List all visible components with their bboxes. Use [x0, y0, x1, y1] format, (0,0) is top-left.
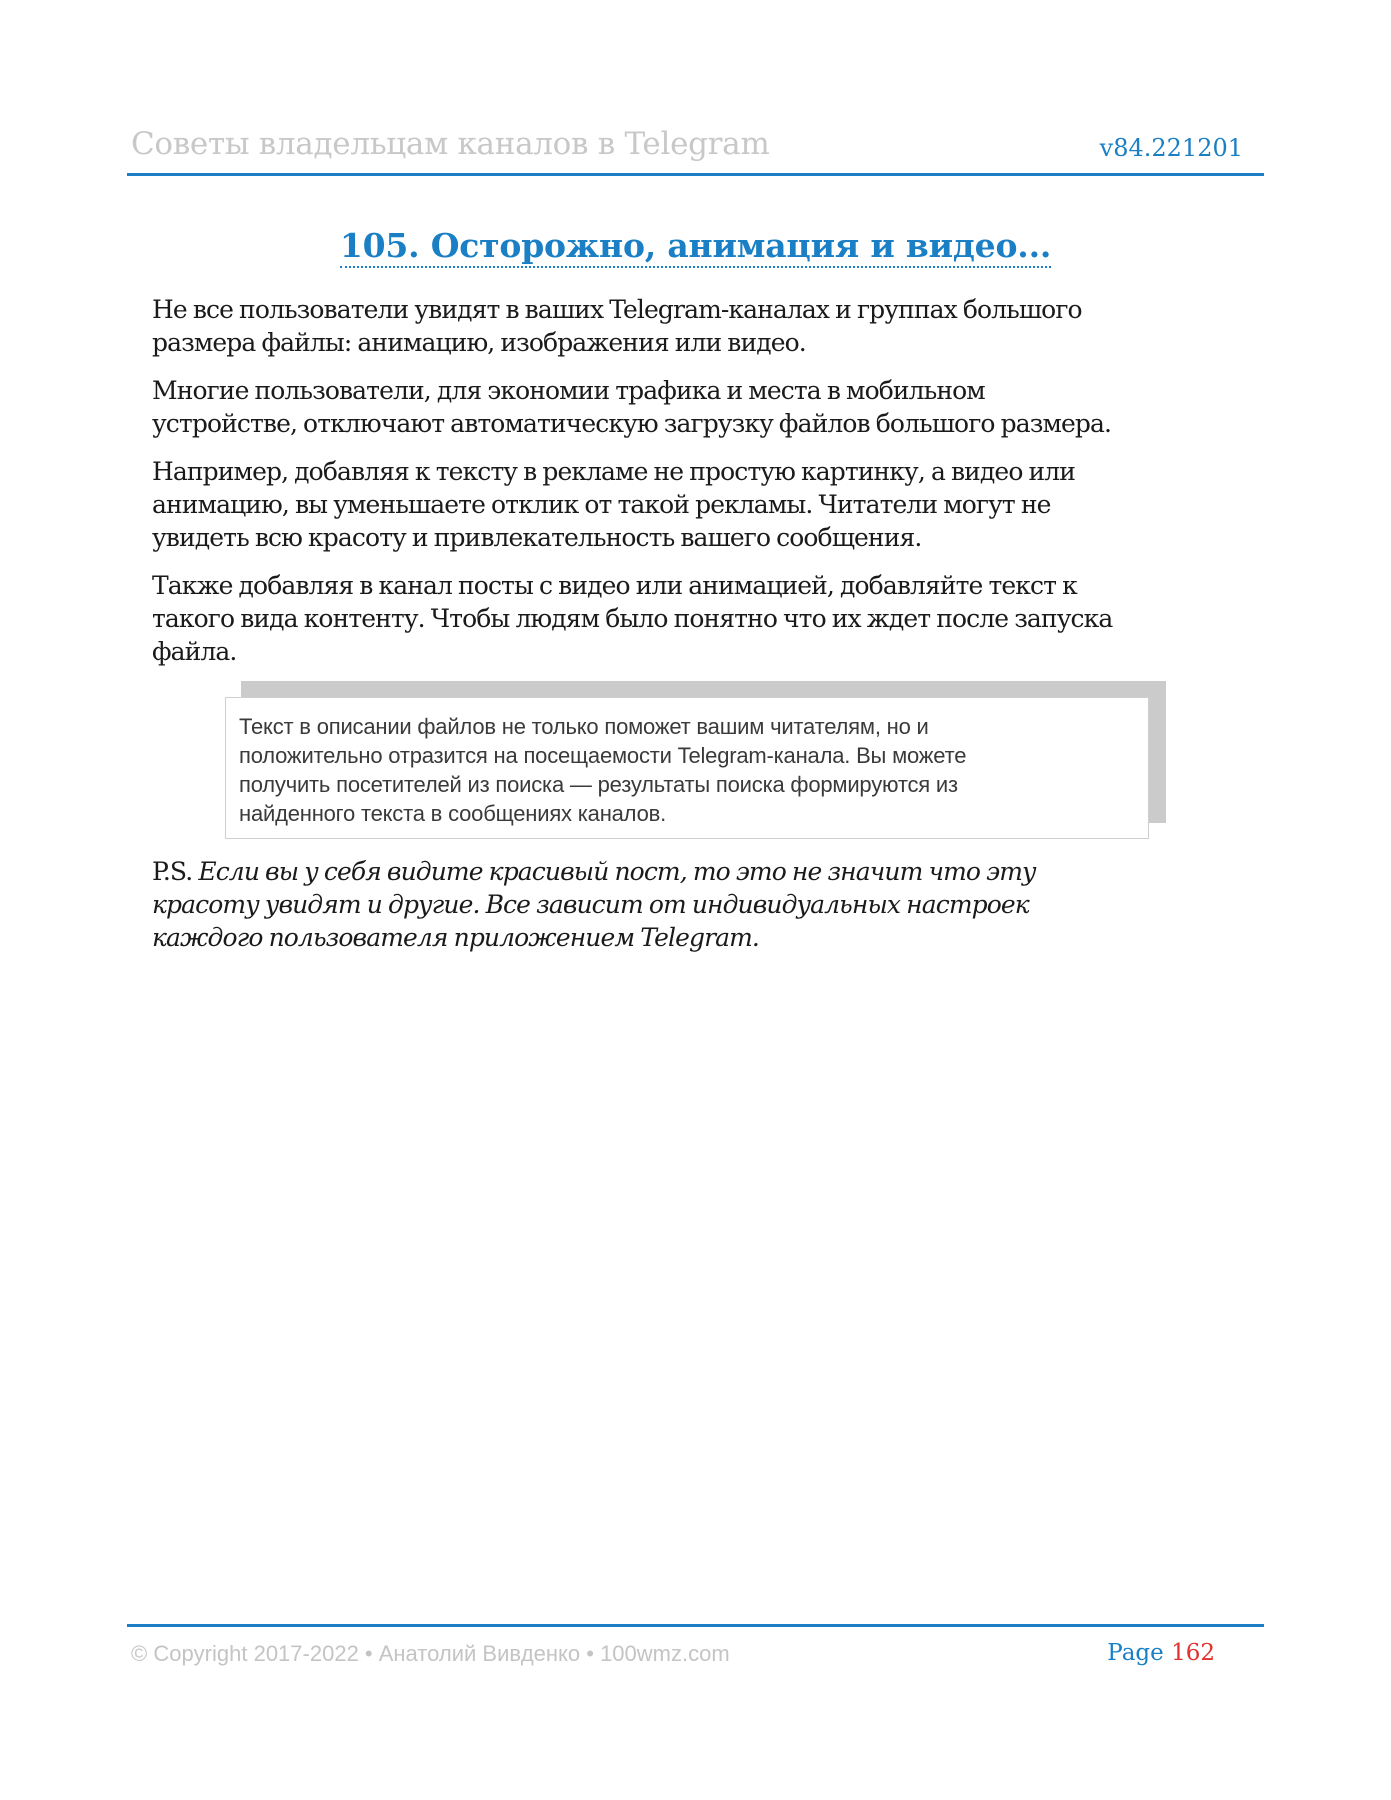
- paragraph-line: такого вида контенту. Чтобы людям было понятно что их ждет после запуска: [152, 604, 1113, 633]
- paragraph-line: анимацию, вы уменьшаете отклик от такой рекламы. Читатели могут не: [152, 490, 1051, 519]
- header-divider: [127, 173, 1264, 176]
- postscript-label: P.S.: [152, 857, 193, 886]
- page-number: [1107, 1640, 1215, 1666]
- paragraph-2: [152, 374, 1242, 440]
- callout-line: положительно отразится на посещаемости Telegram-канала. Вы можете: [239, 743, 967, 768]
- page-label: Page: [1107, 1640, 1164, 1666]
- postscript: [152, 855, 1242, 954]
- page-number-value: 162: [1171, 1640, 1215, 1666]
- paragraph-line: Не все пользователи увидят в ваших Telegram-каналах и группах большого: [152, 295, 1082, 324]
- callout-box: [225, 697, 1149, 839]
- paragraph-line: увидеть всю красоту и привлекательность вашего сообщения.: [152, 523, 922, 552]
- chapter-title-link[interactable]: 105. Осторожно, анимация и видео...: [340, 226, 1051, 268]
- paragraph-4: [152, 569, 1242, 668]
- paragraph-line: Также добавляя в канал посты с видео или анимацией, добавляйте текст к: [152, 571, 1077, 600]
- paragraph-3: [152, 455, 1242, 554]
- postscript-line: [152, 855, 1242, 888]
- postscript-line: красоту увидят и другие. Все зависит от индивидуальных настроек: [152, 890, 1029, 919]
- chapter-title[interactable]: [0, 226, 1391, 265]
- callout-text: [239, 712, 1139, 828]
- running-header-title: Советы владельцам каналов в Telegram: [131, 126, 770, 162]
- paragraph-line: Многие пользователи, для экономии трафика и места в мобильном: [152, 376, 985, 405]
- paragraph-line: устройстве, отключают автоматическую загрузку файлов большого размера.: [152, 409, 1112, 438]
- paragraph-line: размера файлы: анимацию, изображения или видео.: [152, 328, 806, 357]
- postscript-line: каждого пользователя приложением Telegram.: [152, 923, 759, 952]
- paragraph-1: [152, 293, 1242, 359]
- footer-divider: [127, 1624, 1264, 1627]
- paragraph-line: файла.: [152, 637, 237, 666]
- footer-copyright: © Copyright 2017-2022 • Анатолий Вивденко • 100wmz.com: [131, 1641, 730, 1666]
- callout-line: Текст в описании файлов не только поможет вашим читателям, но и: [239, 714, 929, 739]
- paragraph-line: Например, добавляя к тексту в рекламе не простую картинку, а видео или: [152, 457, 1076, 486]
- callout-line: получить посетителей из поиска — результаты поиска формируются из: [239, 772, 958, 797]
- callout-line: найденного текста в сообщениях каналов.: [239, 801, 667, 826]
- postscript-text: Если вы у себя видите красивый пост, то это не значит что эту: [192, 857, 1036, 886]
- version-label: v84.221201: [1099, 134, 1243, 162]
